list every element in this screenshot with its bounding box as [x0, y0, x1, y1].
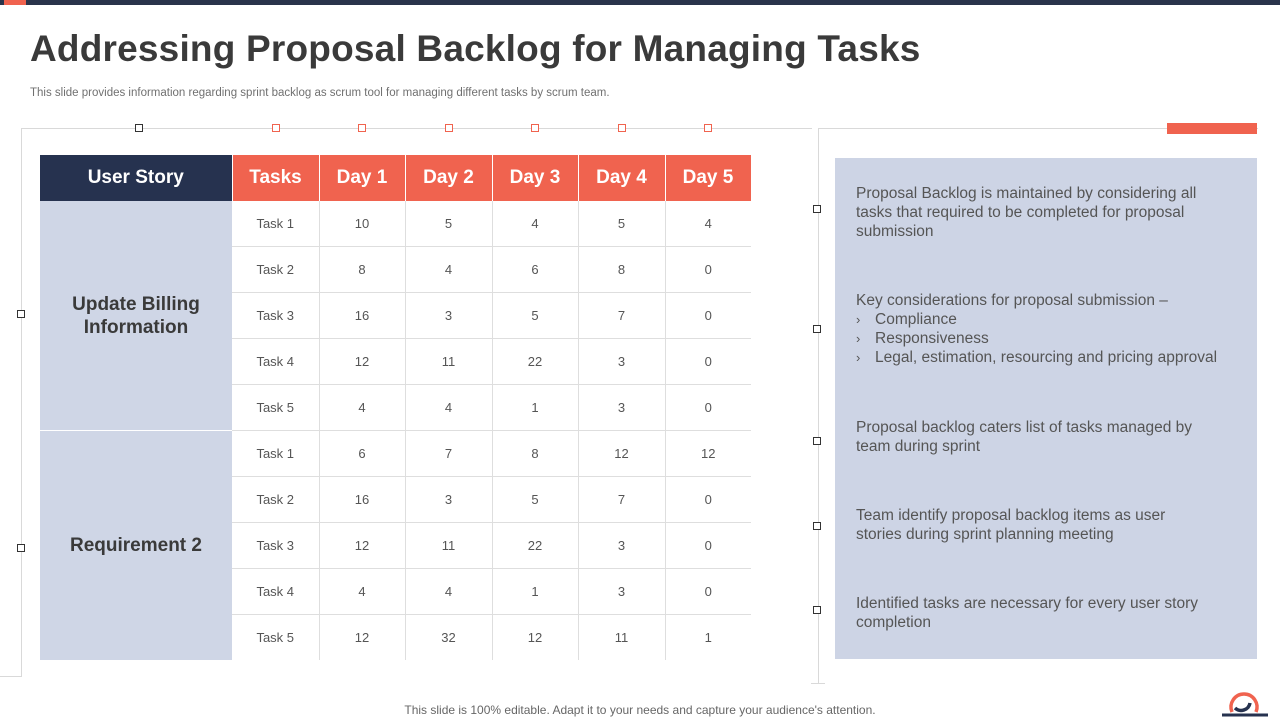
circular-arrow-logo-icon — [1220, 682, 1270, 718]
slide-title: Addressing Proposal Backlog for Managing Tasks — [30, 28, 921, 69]
header-day-3: Day 3 — [492, 155, 578, 201]
day-cell: 0 — [665, 339, 751, 385]
task-cell: Task 3 — [232, 523, 319, 569]
top-bar — [0, 0, 1280, 5]
day-cell: 7 — [578, 477, 665, 523]
day-cell: 22 — [492, 339, 578, 385]
day-cell: 8 — [319, 247, 405, 293]
day-cell: 12 — [492, 615, 578, 661]
consideration-label: Legal, estimation, resourcing and pricing approval — [875, 349, 1218, 366]
day-cell: 6 — [319, 431, 405, 477]
day-cell: 6 — [492, 247, 578, 293]
day-cell: 4 — [319, 569, 405, 615]
day-cell: 5 — [492, 293, 578, 339]
bullet-chevron-icon: › — [856, 350, 861, 365]
key-point-5: Identified tasks are necessary for every user story completion — [856, 595, 1199, 631]
table-header-row — [40, 155, 751, 201]
selection-handle[interactable] — [358, 124, 366, 132]
user-story-cell — [40, 431, 232, 661]
day-cell: 11 — [405, 339, 492, 385]
user-story-label: Update Billing Information — [72, 293, 200, 338]
day-cell: 7 — [405, 431, 492, 477]
frame-bottom-line — [0, 676, 22, 677]
selection-handle[interactable] — [445, 124, 453, 132]
day-cell: 0 — [665, 385, 751, 431]
day-cell: 3 — [578, 523, 665, 569]
table-row — [40, 431, 751, 477]
day-cell: 4 — [405, 569, 492, 615]
day-cell: 3 — [578, 569, 665, 615]
day-cell: 3 — [578, 339, 665, 385]
day-cell: 4 — [405, 385, 492, 431]
day-cell: 0 — [665, 247, 751, 293]
consideration-label: Responsiveness — [875, 330, 989, 347]
task-cell: Task 5 — [232, 615, 319, 661]
day-cell: 0 — [665, 523, 751, 569]
day-cell: 16 — [319, 293, 405, 339]
day-cell: 0 — [665, 293, 751, 339]
header-day-1: Day 1 — [319, 155, 405, 201]
selection-handle[interactable] — [17, 310, 25, 318]
key-point-2 — [856, 291, 1256, 367]
day-cell: 5 — [578, 201, 665, 247]
day-cell: 5 — [492, 477, 578, 523]
bullet-chevron-icon: › — [856, 312, 861, 327]
selection-handle[interactable] — [17, 544, 25, 552]
task-cell: Task 1 — [232, 431, 319, 477]
task-cell: Task 4 — [232, 339, 319, 385]
top-bar-accent — [4, 0, 26, 5]
day-cell: 10 — [319, 201, 405, 247]
day-cell: 5 — [405, 201, 492, 247]
table-row — [40, 201, 751, 247]
selection-handle[interactable] — [813, 606, 821, 614]
sprint-backlog-table — [40, 155, 752, 660]
day-cell: 4 — [665, 201, 751, 247]
day-cell: 0 — [665, 569, 751, 615]
user-story-label: Requirement 2 — [70, 535, 202, 556]
day-cell: 1 — [492, 569, 578, 615]
task-cell: Task 2 — [232, 477, 319, 523]
day-cell: 16 — [319, 477, 405, 523]
panel-frame-bottom-tick — [811, 683, 825, 684]
day-cell: 12 — [665, 431, 751, 477]
task-cell: Task 5 — [232, 385, 319, 431]
consideration-item — [856, 310, 1256, 329]
selection-handle[interactable] — [531, 124, 539, 132]
day-cell: 0 — [665, 477, 751, 523]
day-cell: 32 — [405, 615, 492, 661]
key-point-3: Proposal backlog caters list of tasks managed by team during sprint — [856, 419, 1193, 455]
day-cell: 4 — [492, 201, 578, 247]
day-cell: 12 — [319, 339, 405, 385]
key-point-2-heading: Key considerations for proposal submission – — [856, 292, 1168, 309]
task-cell: Task 3 — [232, 293, 319, 339]
day-cell: 12 — [319, 615, 405, 661]
day-cell: 3 — [405, 293, 492, 339]
key-point-1: Proposal Backlog is maintained by considering all tasks that required to be completed for proposal submission — [856, 185, 1197, 240]
panel-accent-bar — [1167, 123, 1257, 134]
day-cell: 22 — [492, 523, 578, 569]
selection-handle[interactable] — [272, 124, 280, 132]
task-cell: Task 1 — [232, 201, 319, 247]
header-user-story: User Story — [40, 155, 232, 201]
day-cell: 3 — [405, 477, 492, 523]
day-cell: 1 — [665, 615, 751, 661]
day-cell: 4 — [319, 385, 405, 431]
task-cell: Task 2 — [232, 247, 319, 293]
day-cell: 7 — [578, 293, 665, 339]
consideration-item — [856, 329, 1256, 348]
frame-left-line — [21, 128, 22, 676]
day-cell: 11 — [578, 615, 665, 661]
header-day-5: Day 5 — [665, 155, 751, 201]
day-cell: 11 — [405, 523, 492, 569]
header-day-2: Day 2 — [405, 155, 492, 201]
selection-handle[interactable] — [135, 124, 143, 132]
selection-handle[interactable] — [813, 437, 821, 445]
selection-handle[interactable] — [618, 124, 626, 132]
bullet-chevron-icon: › — [856, 331, 861, 346]
header-day-4: Day 4 — [578, 155, 665, 201]
consideration-label: Compliance — [875, 311, 957, 328]
selection-handle[interactable] — [813, 522, 821, 530]
key-point-4: Team identify proposal backlog items as user stories during sprint planning meeting — [856, 507, 1166, 543]
day-cell: 3 — [578, 385, 665, 431]
day-cell: 12 — [319, 523, 405, 569]
user-story-cell — [40, 201, 232, 431]
consideration-item — [856, 348, 1256, 367]
slide-subtitle: This slide provides information regarding sprint backlog as scrum tool for managing different tasks by scrum team. — [30, 87, 610, 99]
day-cell: 8 — [492, 431, 578, 477]
day-cell: 4 — [405, 247, 492, 293]
header-tasks: Tasks — [232, 155, 319, 201]
day-cell: 12 — [578, 431, 665, 477]
day-cell: 1 — [492, 385, 578, 431]
selection-handle[interactable] — [813, 205, 821, 213]
selection-handle[interactable] — [704, 124, 712, 132]
day-cell: 8 — [578, 247, 665, 293]
selection-handle[interactable] — [813, 325, 821, 333]
task-cell: Task 4 — [232, 569, 319, 615]
footer-note: This slide is 100% editable. Adapt it to your needs and capture your audience's attention. — [404, 703, 876, 717]
